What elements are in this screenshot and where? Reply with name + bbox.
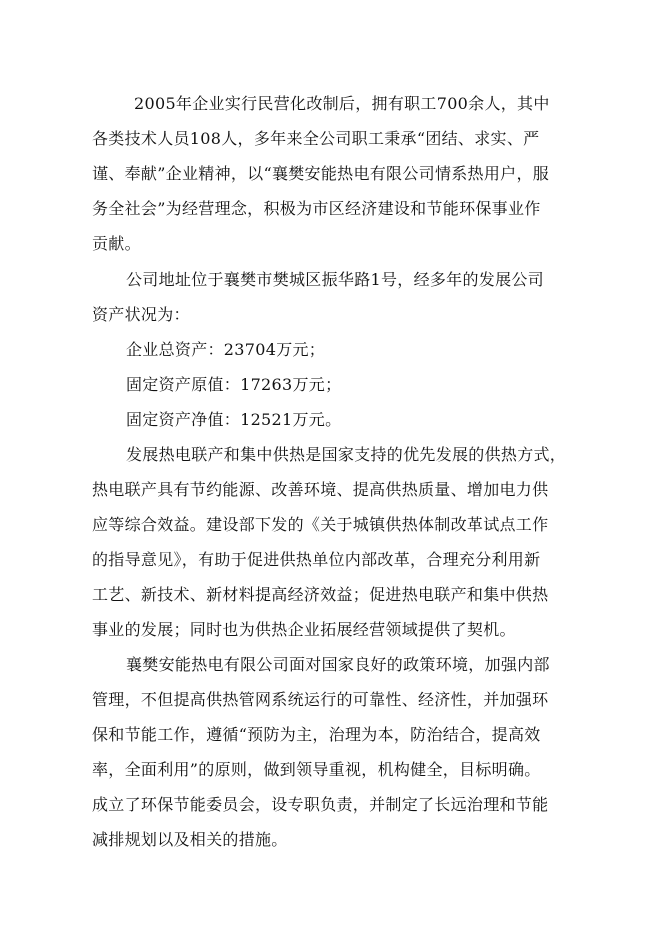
text-line: 热电联产具有节约能源、改善环境、提高供热质量、增加电力供 [92, 480, 549, 499]
text-line: 成立了环保节能委员会，设专职负责，并制定了长远治理和节能 [92, 795, 549, 814]
text-line: 事业的发展；同时也为供热企业拓展经营领域提供了契机。 [92, 620, 516, 639]
text-line: 管理，不但提高供热管网系统运行的可靠性、经济性，并加强环 [92, 690, 549, 709]
text-line: 企业总资产：23704万元； [126, 340, 326, 359]
text-line: 务全社会”为经营理念，积极为市区经济建设和节能环保事业作 [92, 199, 541, 218]
text-line: 应等综合效益。建设部下发的《关于城镇供热体制改革试点工作 [92, 515, 549, 534]
text-line: 各类技术人员108人，多年来全公司职工秉承“团结、求实、严 [92, 129, 540, 148]
text-line: 减排规划以及相关的措施。 [92, 830, 288, 849]
text-line: 固定资产原值：17263万元； [126, 375, 342, 394]
text-line: 贡献。 [92, 234, 141, 253]
text-line: 保和节能工作，遵循“预防为主，治理为本，防治结合，提高效 [92, 725, 541, 744]
text-line: 资产状况为： [92, 305, 190, 324]
text-line: 公司地址位于襄樊市樊城区振华路1号，经多年的发展公司 [126, 270, 544, 289]
text-line: 谨、奉献”企业精神，以“襄樊安能热电有限公司情系热用户，服 [92, 164, 550, 183]
text-line: 发展热电联产和集中供热是国家支持的优先发展的供热方式， [126, 445, 567, 464]
text-line: 的指导意见》，有助于促进供热单位内部改革，合理充分利用新 [92, 550, 541, 569]
text-line: 襄樊安能热电有限公司面对国家良好的政策环境，加强内部 [126, 655, 550, 674]
text-line: 2005年企业实行民营化改制后，拥有职工700余人，其中 [134, 94, 550, 113]
text-line: 固定资产净值：12521万元。 [126, 410, 342, 429]
text-line: 率，全面利用”的原则，做到领导重视，机构健全，目标明确。 [92, 760, 541, 779]
text-line: 工艺、新技术、新材料提高经济效益；促进热电联产和集中供热 [92, 585, 549, 604]
